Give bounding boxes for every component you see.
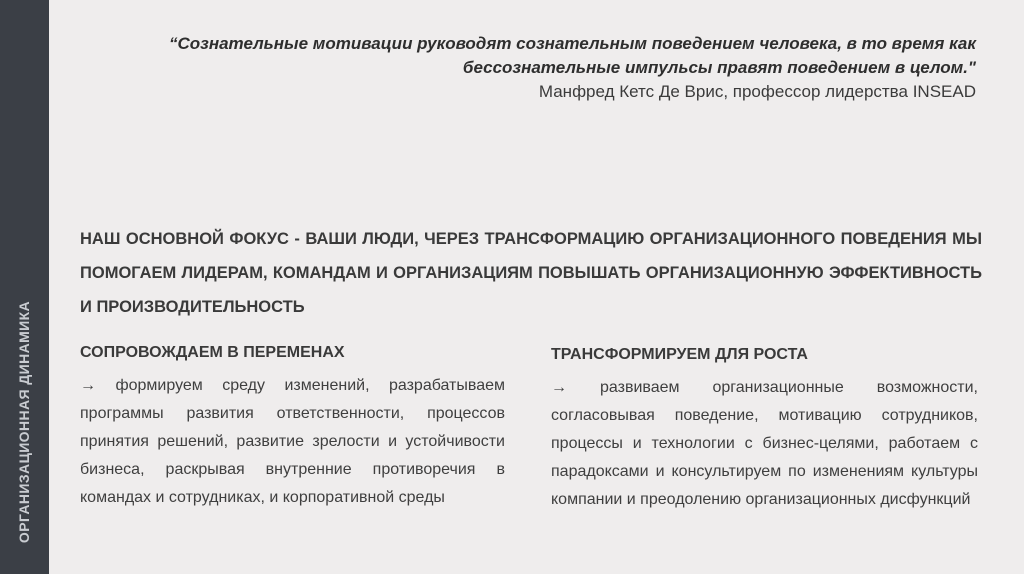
column-left-title: СОПРОВОЖДАЕМ В ПЕРЕМЕНАХ [80,344,345,361]
column-right-body: → развиваем организационные возможности, согласовывая поведение, мотивацию сотрудников, процессы и технологии с бизнес-целями, работаем с парадоксами и консультируем по изменениям культуры компании и преодолению организационных дисфункций [551,379,978,508]
sidebar [0,0,49,574]
column-right-title: ТРАНСФОРМИРУЕМ ДЛЯ РОСТА [551,346,808,363]
focus-statement: НАШ ОСНОВНОЙ ФОКУС - ВАШИ ЛЮДИ, ЧЕРЕЗ ТРАНСФОРМАЦИЮ ОРГАНИЗАЦИОННОГО ПОВЕДЕНИЯ МЫ ПОМОГАЕМ ЛИДЕРАМ, КОМАНДАМ И ОРГАНИЗАЦИЯМ ПОВЫШАТЬ ОРГАНИЗАЦИОННУЮ ЭФФЕКТИВНОСТЬ И ПРОИЗВОДИТЕЛЬНОСТЬ [80,230,982,316]
column-left [80,344,505,512]
quote-line-1: “Сознательные мотивации руководят сознательным поведением человека, в то время как [169,34,976,53]
column-right [551,346,978,514]
quote-block [96,32,976,104]
quote-author: Манфред Кетс Де Врис, профессор лидерства INSEAD [538,82,976,101]
sidebar-title: ОРГАНИЗАЦИОННАЯ ДИНАМИКА [16,300,32,544]
column-left-body: → формируем среду изменений, разрабатываем программы развития ответственности, процессов принятия решений, развитие зрелости и устойчивости бизнеса, раскрывая внутренние противоречия в командах и сотрудниках, и корпоративной среды [80,377,505,506]
quote-line-2: бессознательные импульсы правят поведением в целом." [462,58,976,77]
